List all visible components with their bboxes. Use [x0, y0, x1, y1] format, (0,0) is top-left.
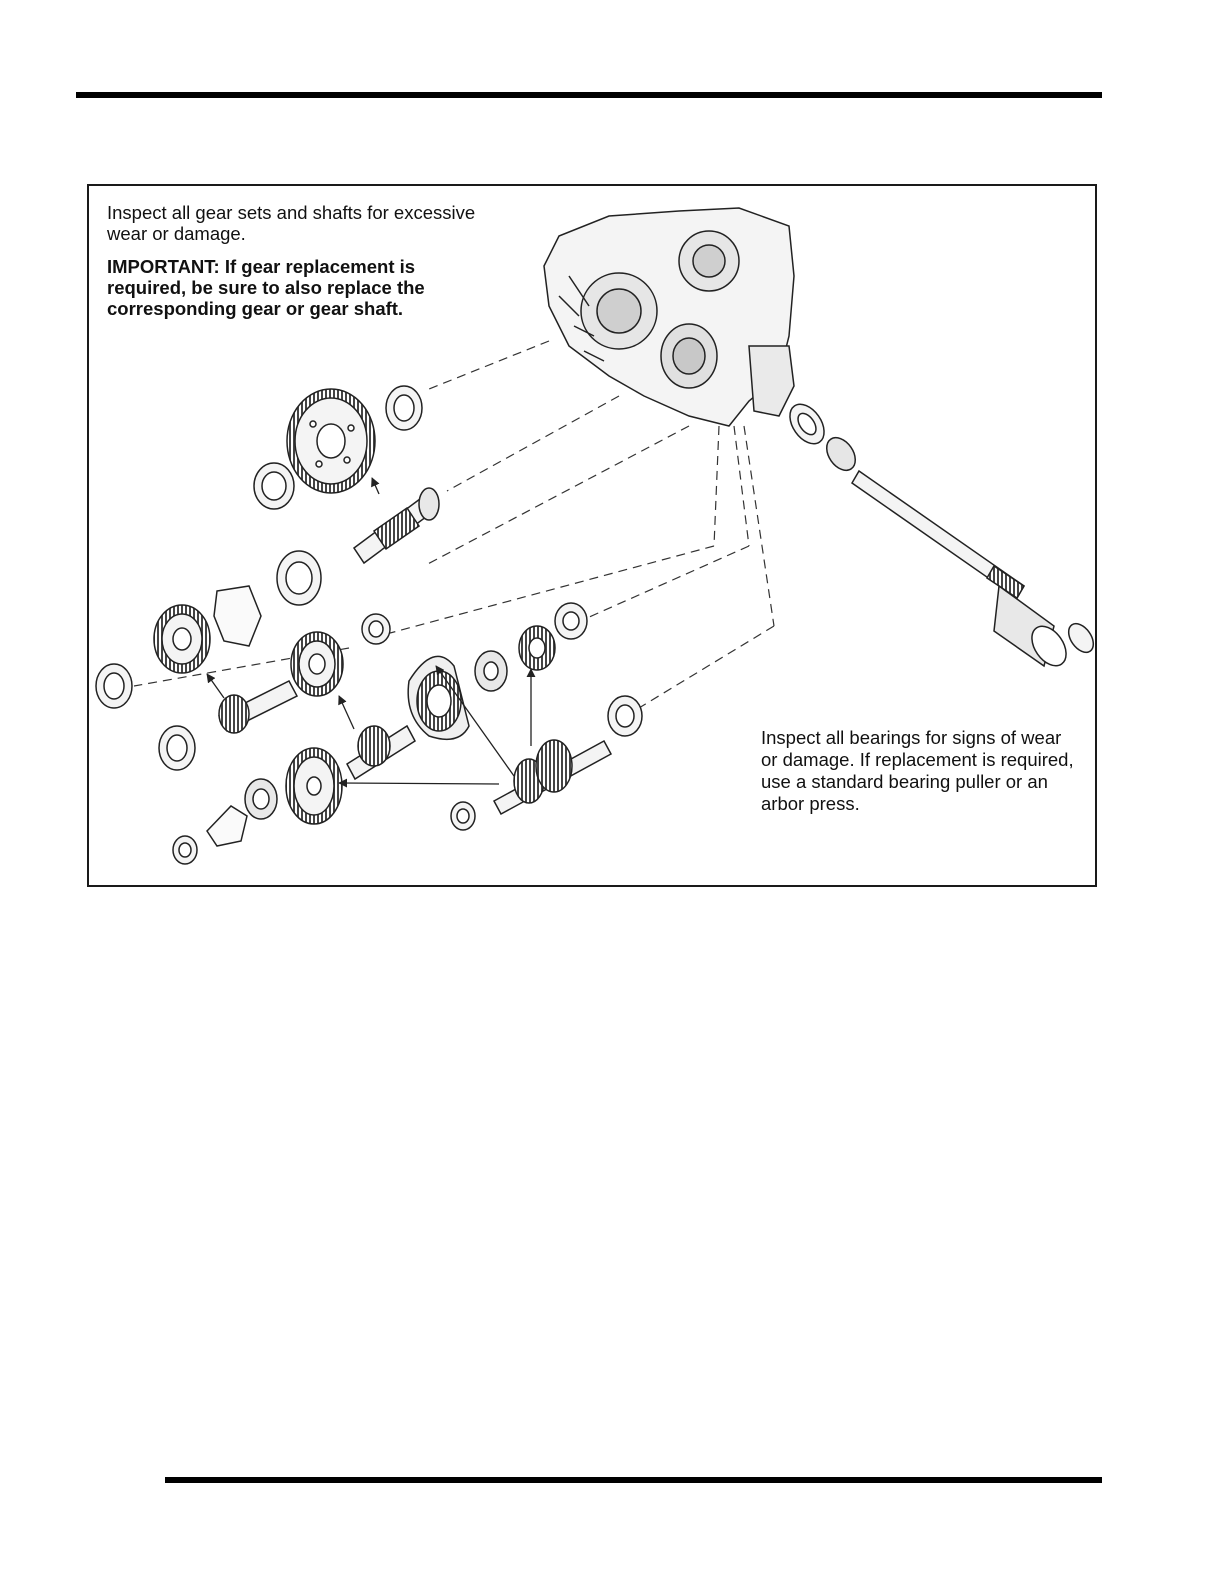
large-drive-gear — [287, 389, 375, 493]
lower-left-gear — [207, 748, 342, 846]
important-note: IMPORTANT: If gear replacement is required, be sure to also replace the corresponding gear or gear shaft. — [107, 256, 425, 319]
gearcase-housing — [544, 208, 794, 426]
gear-inspection-text: Inspect all gear sets and shafts for excessive wear or damage. — [107, 202, 476, 244]
lower-shaft — [494, 740, 611, 814]
bearing-inspection-text: Inspect all bearings for signs of wear or damage. If replacement is required, use a standard bearing puller or an arbor press. — [761, 727, 1074, 814]
bearing-inspection-note — [761, 727, 1081, 815]
gasket-plate — [214, 586, 261, 646]
header-rule — [76, 92, 1102, 98]
footer-rule — [165, 1477, 1102, 1483]
gear-inspection-note — [107, 202, 487, 331]
output-shaft-assembly — [783, 398, 1095, 672]
chain-sprocket — [408, 626, 555, 739]
gearcase-inspection-figure — [87, 184, 1097, 887]
input-shaft — [354, 488, 439, 563]
